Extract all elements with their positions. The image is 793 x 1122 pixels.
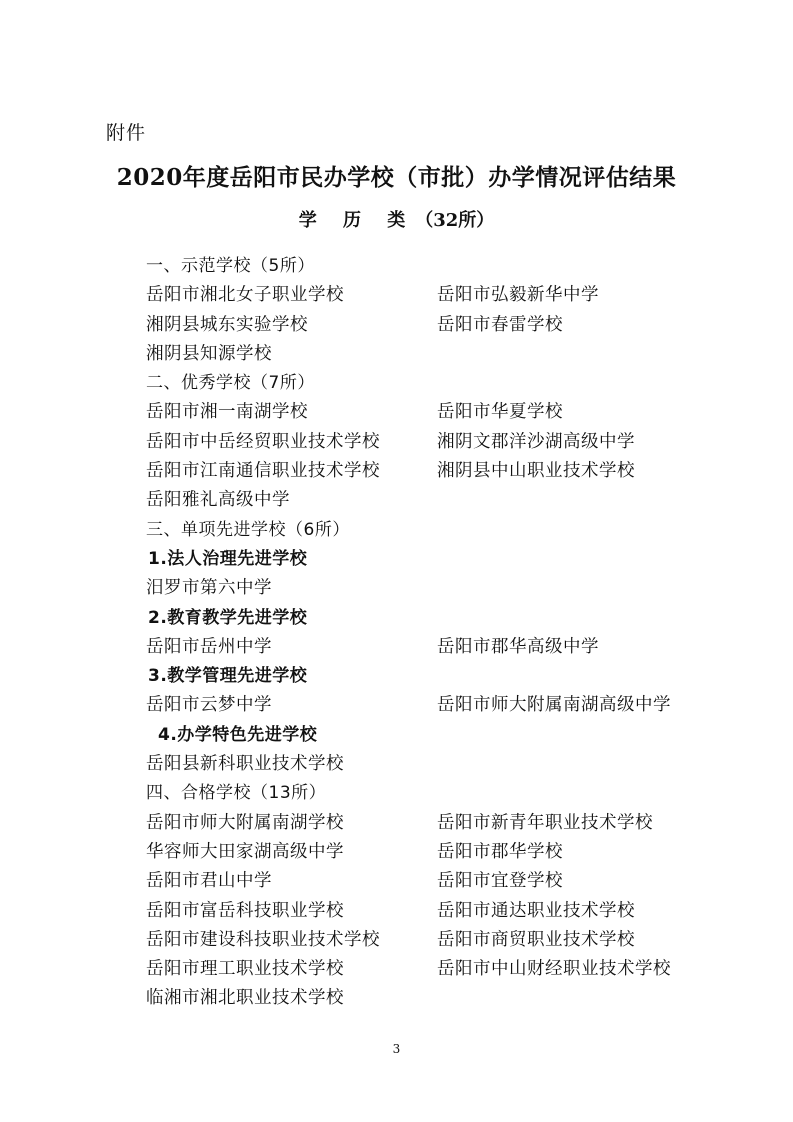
school-name: 湘阴县城东实验学校: [146, 314, 308, 335]
school-name: 岳阳市建设科技职业技术学校: [146, 929, 380, 950]
school-name: 湘阴文郡洋沙湖高级中学: [437, 431, 635, 452]
school-name: 岳阳市弘毅新华中学: [437, 285, 599, 306]
document-subtitle: [0, 206, 793, 232]
school-name: 岳阳市郡华高级中学: [437, 636, 599, 657]
school-name: 岳阳市商贸职业技术学校: [437, 929, 635, 950]
list-row: [146, 398, 706, 427]
list-row: [146, 926, 706, 955]
school-name: 岳阳市中岳经贸职业技术学校: [146, 431, 380, 452]
subtitle-count: （32所）: [415, 210, 495, 231]
subcategory-heading: 1.法人治理先进学校: [148, 548, 308, 569]
list-row: [146, 281, 706, 310]
school-name: 岳阳市华夏学校: [437, 402, 563, 423]
list-row: [146, 340, 706, 369]
subcategory-heading: 2.教育教学先进学校: [148, 607, 308, 628]
section-heading: 三、单项先进学校（6所）: [146, 519, 350, 540]
school-name: 岳阳市云梦中学: [146, 695, 272, 716]
section-heading: 一、示范学校（5所）: [146, 256, 315, 276]
list-row: [146, 867, 706, 896]
list-row: [146, 486, 706, 515]
school-name: 岳阳市通达职业技术学校: [437, 900, 635, 921]
school-name: 岳阳市春雷学校: [437, 314, 563, 335]
list-row: [146, 574, 706, 603]
list-row: [146, 311, 706, 340]
list-row: [146, 633, 706, 662]
school-name: 岳阳市富岳科技职业学校: [146, 900, 344, 921]
school-name: 岳阳市君山中学: [146, 871, 272, 892]
school-name: 华容师大田家湖高级中学: [146, 841, 344, 862]
attachment-label: 附件: [106, 122, 147, 144]
subcategory-heading: 3.教学管理先进学校: [148, 666, 308, 687]
school-name: 岳阳市师大附属南湖学校: [146, 812, 344, 833]
school-name: 岳阳市郡华学校: [437, 841, 563, 862]
document-title: 2020年度岳阳市民办学校（市批）办学情况评估结果: [116, 164, 677, 191]
list-row: [146, 897, 706, 926]
list-row: [146, 955, 706, 984]
list-row: [146, 457, 706, 486]
school-name: 岳阳市江南通信职业技术学校: [146, 461, 380, 482]
list-row: [146, 428, 706, 457]
school-name: 临湘市湘北职业技术学校: [146, 988, 344, 1009]
school-list: [146, 252, 706, 1014]
list-row: [146, 809, 706, 838]
school-name: 岳阳市中山财经职业技术学校: [437, 959, 671, 980]
page-number: 3: [392, 1042, 401, 1056]
list-row: [146, 984, 706, 1013]
school-name: 岳阳市宜登学校: [437, 871, 563, 892]
school-name: 湘阴县中山职业技术学校: [437, 461, 635, 482]
school-name: 岳阳市湘北女子职业学校: [146, 285, 344, 306]
school-name: 汨罗市第六中学: [146, 578, 272, 599]
list-row: [146, 838, 706, 867]
school-name: 岳阳县新科职业技术学校: [146, 754, 344, 775]
school-name: 岳阳雅礼高级中学: [146, 490, 290, 511]
school-name: 岳阳市新青年职业技术学校: [437, 812, 653, 833]
section-heading: 四、合格学校（13所）: [146, 783, 327, 804]
list-row: [146, 750, 706, 779]
section-heading: 二、优秀学校（7所）: [146, 373, 315, 394]
list-row: [146, 691, 706, 720]
school-name: 岳阳市湘一南湖学校: [146, 402, 308, 423]
school-name: 岳阳市理工职业技术学校: [146, 959, 344, 980]
subcategory-heading: 4.办学特色先进学校: [158, 724, 318, 745]
subtitle-category: 学 历 类: [298, 210, 416, 231]
school-name: 岳阳市岳州中学: [146, 636, 272, 657]
school-name: 岳阳市师大附属南湖高级中学: [437, 695, 671, 716]
school-name: 湘阴县知源学校: [146, 343, 272, 364]
